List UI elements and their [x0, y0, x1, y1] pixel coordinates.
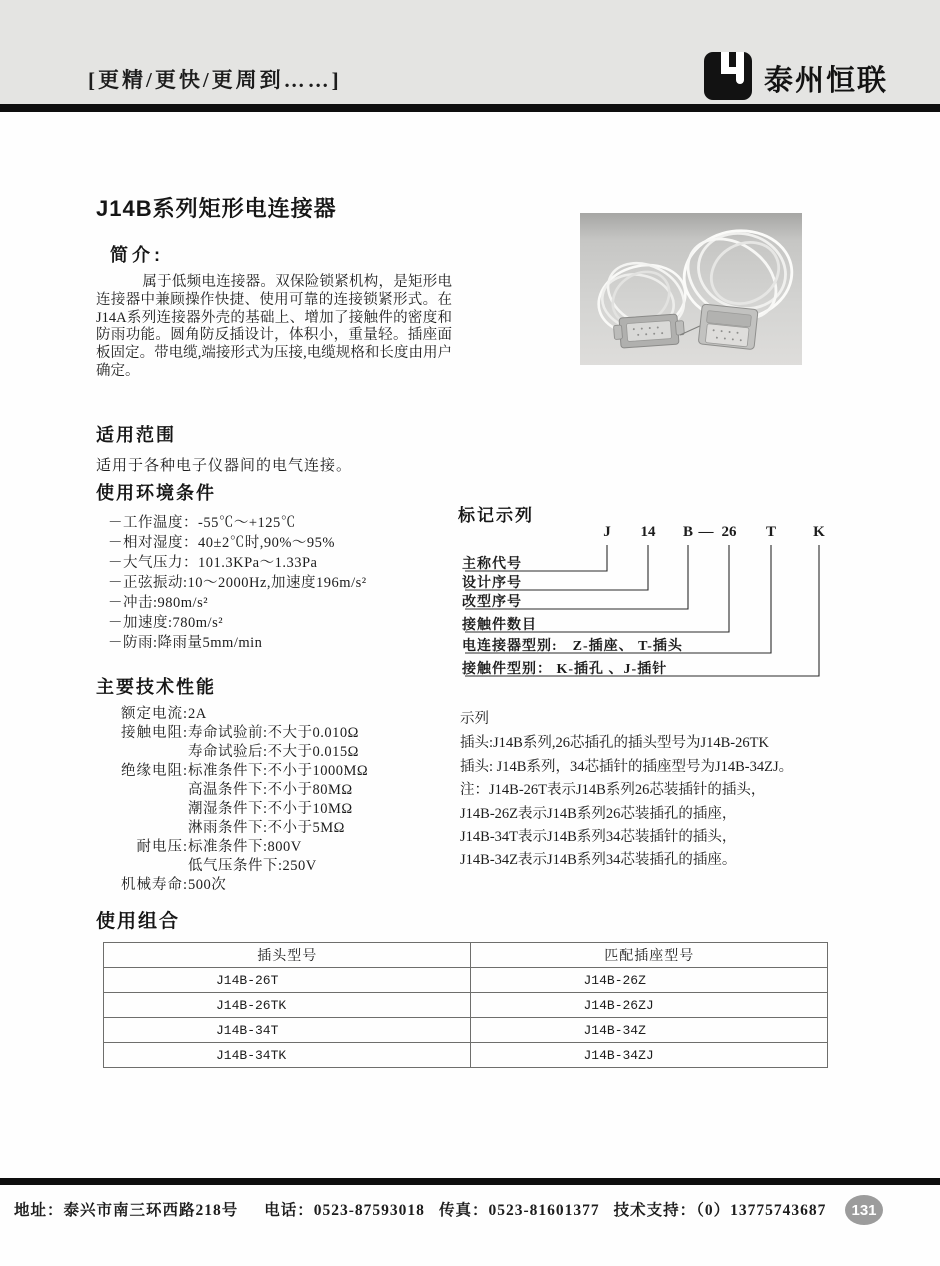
perf-label — [96, 800, 188, 819]
perf-label: 耐电压: — [136, 839, 188, 855]
col-header-socket: 匹配插座型号 — [471, 943, 828, 968]
marking-label: 设计序号 — [462, 576, 522, 591]
perf-label — [96, 819, 188, 838]
env-item: －冲击:980m/s² — [108, 595, 209, 611]
footer-rule — [0, 1178, 940, 1185]
footer-address: 地址：泰兴市南三环西路218号 — [14, 1202, 239, 1219]
performance-heading: 主要技术性能 — [96, 677, 216, 697]
perf-value: 标准条件下:800V — [188, 839, 302, 855]
code-part: B — [682, 524, 694, 540]
page-number-badge: 131 — [845, 1195, 883, 1225]
company-name: 泰州恒联 — [763, 65, 888, 97]
perf-value: 高温条件下:不小于80MΩ — [188, 782, 353, 798]
scope-body: 适用于各种电子仪器间的电气连接。 — [96, 458, 353, 474]
header-band — [0, 0, 940, 112]
code-part: — — [698, 524, 714, 540]
env-item: －相对湿度：40±2℃时,90%～95% — [108, 535, 335, 551]
table-row — [104, 1043, 828, 1068]
example-line: J14B-34Z表示J14B系列34芯装插孔的插座。 — [460, 852, 737, 869]
col-header-plug: 插头型号 — [104, 943, 471, 968]
code-part: 26 — [721, 524, 737, 540]
example-line: 注：J14B-26T表示J14B系列26芯装插针的插头， — [460, 782, 766, 799]
marking-label: 接触件数目 — [462, 618, 537, 633]
marking-label: 主称代号 — [462, 557, 522, 572]
scope-heading: 适用范围 — [96, 425, 176, 445]
socket-model: J14B-34ZJ — [471, 1043, 828, 1068]
environment-heading: 使用环境条件 — [96, 483, 216, 503]
code-part: T — [765, 524, 777, 540]
perf-value: 低气压条件下:250V — [188, 858, 317, 874]
perf-value: 寿命试验前:不大于0.010Ω — [188, 725, 359, 741]
perf-value: 2A — [188, 706, 207, 722]
page-title: J14B系列矩形电连接器 — [96, 196, 337, 221]
product-photo — [580, 213, 802, 365]
code-part: J — [603, 524, 611, 540]
perf-value: 标准条件下:不小于1000MΩ — [188, 763, 369, 779]
company-logo-icon — [704, 52, 752, 100]
footer-phone: 电话：0523-87593018 — [264, 1202, 425, 1219]
marking-label: 电连接器型别: Z-插座、 T-插头 — [462, 639, 683, 654]
perf-label: 接触电阻: — [120, 725, 188, 741]
marking-heading: 标记示列 — [458, 506, 534, 525]
env-item: －工作温度：-55℃～+125℃ — [108, 515, 296, 531]
brand — [704, 52, 888, 100]
perf-label — [96, 857, 188, 876]
plug-model: J14B-34TK — [104, 1043, 471, 1068]
scope-section — [96, 421, 352, 475]
example-line: 插头:J14B系列,26芯插孔的插头型号为J14B-26TK — [460, 735, 769, 752]
marking-diagram — [452, 518, 854, 690]
intro-heading: 简介: — [110, 245, 164, 265]
table-row — [104, 993, 828, 1018]
example-section — [460, 708, 860, 873]
table-header-row — [104, 943, 828, 968]
performance-section — [96, 673, 368, 895]
marking-label: 改型序号 — [462, 595, 522, 610]
connector-photo-image — [580, 213, 802, 365]
marking-label: 接触件型别： K-插孔 、J-插针 — [462, 662, 668, 677]
example-line: 插头: J14B系列，34芯插针的插座型号为J14B-34ZJ。 — [460, 758, 794, 775]
plug-model: J14B-26T — [104, 968, 471, 993]
environment-list — [96, 513, 367, 653]
combination-heading: 使用组合 — [96, 911, 181, 932]
perf-value: 淋雨条件下:不小于5MΩ — [188, 820, 345, 836]
example-line: J14B-34T表示J14B系列34芯装插针的插头， — [460, 829, 737, 846]
code-part: 14 — [640, 524, 656, 540]
perf-label: 额定电流: — [120, 706, 188, 722]
code-part: K — [813, 524, 825, 540]
perf-value: 潮湿条件下:不小于10MΩ — [188, 801, 353, 817]
env-item: －防雨:降雨量5mm/min — [108, 635, 263, 651]
example-heading: 示列 — [460, 711, 489, 727]
combination-table — [103, 942, 828, 1068]
intro-body: 属于低频电连接器。双保险锁紧机构，是矩形电连接器中兼顾操作快捷、使用可靠的连接锁紧形式。在J14A系列连接器外壳的基础上、增加了接触件的密度和防雨功能。圆角防反插设计，体积小，重量轻。插座面板固定。带电缆,端接形式为压接,电缆规格和长度由用户确定。 — [96, 274, 452, 379]
footer-support: 技术支持：（0）13775743687 — [613, 1202, 827, 1219]
table-row — [104, 968, 828, 993]
plug-model: J14B-26TK — [104, 993, 471, 1018]
perf-value: 寿命试验后:不大于0.015Ω — [188, 744, 359, 760]
socket-model: J14B-34Z — [471, 1018, 828, 1043]
performance-list — [96, 705, 368, 895]
env-item: －加速度:780m/s² — [108, 615, 224, 631]
perf-label: 机械寿命: — [120, 877, 188, 893]
header-tagline: [更精/更快/更周到……] — [88, 68, 342, 92]
perf-value: 500次 — [188, 877, 227, 893]
plug-model: J14B-34T — [104, 1018, 471, 1043]
env-item: －正弦振动:10～2000Hz,加速度196m/s² — [108, 575, 367, 591]
perf-label — [96, 743, 188, 762]
perf-label: 绝缘电阻: — [120, 763, 188, 779]
example-line: J14B-26Z表示J14B系列26芯装插孔的插座， — [460, 805, 737, 822]
intro-section — [96, 241, 452, 381]
environment-section — [96, 479, 367, 653]
footer-fax: 传真：0523-81601377 — [438, 1202, 600, 1219]
env-item: －大气压力：101.3KPa～1.33Pa — [108, 555, 318, 571]
socket-model: J14B-26ZJ — [471, 993, 828, 1018]
perf-label — [96, 781, 188, 800]
socket-model: J14B-26Z — [471, 968, 828, 993]
footer-contact — [14, 1198, 840, 1220]
table-row — [104, 1018, 828, 1043]
